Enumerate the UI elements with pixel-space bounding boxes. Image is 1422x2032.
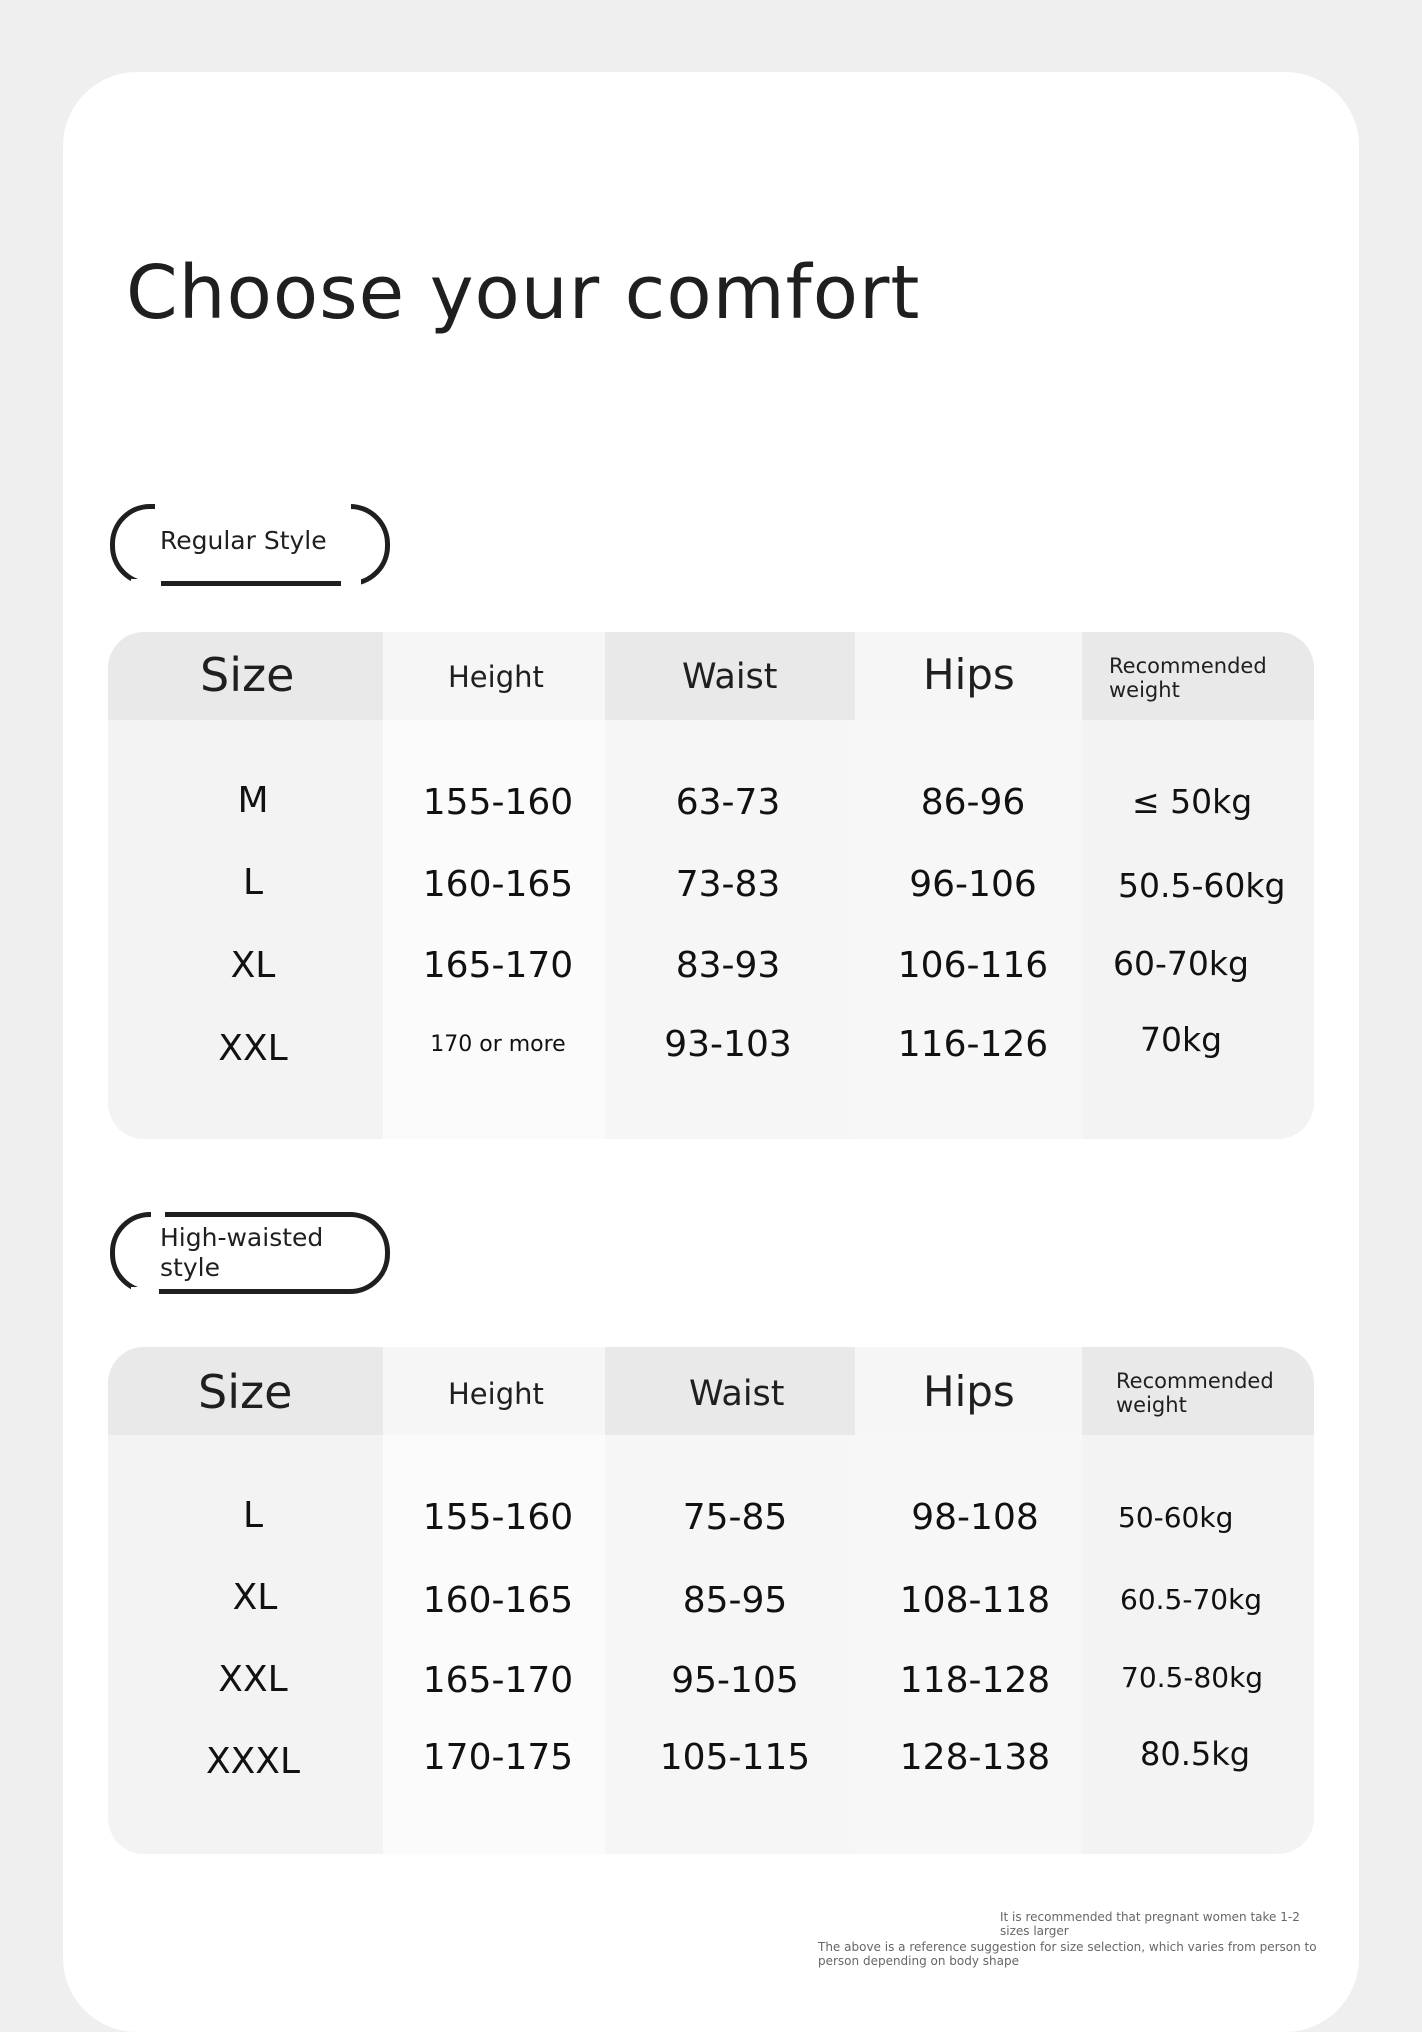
cell-waist: 105-115 xyxy=(659,1737,811,1778)
cell-waist: 85-95 xyxy=(682,1580,788,1621)
cell-height: 165-170 xyxy=(422,945,574,986)
cell-weight: 70.5-80kg xyxy=(1121,1661,1264,1694)
cell-hips: 118-128 xyxy=(899,1660,1051,1701)
cell-height: 170 or more xyxy=(430,1032,566,1057)
page-title: Choose your comfort xyxy=(126,250,921,336)
cell-weight: ≤ 50kg xyxy=(1132,782,1253,821)
cell-weight: 60.5-70kg xyxy=(1120,1583,1263,1616)
cell-hips: 106-116 xyxy=(897,945,1049,986)
cell-height: 160-165 xyxy=(422,864,574,905)
high-waisted-style-label: High-waisted style xyxy=(160,1223,324,1282)
cell-size: XXXL xyxy=(205,1741,301,1782)
cell-height: 155-160 xyxy=(422,1497,574,1538)
header-hips: Hips xyxy=(923,1367,1015,1416)
cell-size: XXL xyxy=(218,1028,288,1069)
table-header xyxy=(108,1347,1314,1435)
cell-hips: 116-126 xyxy=(897,1024,1049,1065)
header-size: Size xyxy=(198,1365,293,1419)
regular-style-tag xyxy=(110,504,390,586)
header-height: Height xyxy=(448,1377,544,1411)
cell-waist: 83-93 xyxy=(675,945,781,986)
cell-waist: 95-105 xyxy=(671,1660,799,1701)
cell-size: XL xyxy=(232,1577,278,1618)
cell-size: XXL xyxy=(218,1659,288,1700)
cell-weight: 70kg xyxy=(1140,1020,1223,1059)
cell-weight: 60-70kg xyxy=(1113,944,1249,983)
header-height: Height xyxy=(448,660,544,694)
cell-hips: 98-108 xyxy=(911,1497,1039,1538)
cell-hips: 128-138 xyxy=(899,1737,1051,1778)
cell-weight: 80.5kg xyxy=(1140,1735,1251,1773)
header-waist: Waist xyxy=(682,657,778,697)
header-hips: Hips xyxy=(923,650,1015,699)
cell-waist: 73-83 xyxy=(675,864,781,905)
cell-size: L xyxy=(242,862,264,903)
reference-note: The above is a reference suggestion for size selection, which varies from person to person depending on body shape xyxy=(818,1940,1317,1968)
cell-waist: 75-85 xyxy=(682,1497,788,1538)
high-waisted-size-table xyxy=(108,1347,1314,1854)
cell-height: 155-160 xyxy=(422,782,574,823)
header-size: Size xyxy=(200,648,295,702)
header-recommended-weight: Recommended weight xyxy=(1109,654,1267,702)
cell-size: L xyxy=(242,1495,264,1536)
cell-hips: 108-118 xyxy=(899,1580,1051,1621)
cell-size: M xyxy=(237,780,269,821)
high-waisted-style-tag xyxy=(110,1212,390,1294)
pregnancy-note: It is recommended that pregnant women take 1-2 sizes larger xyxy=(1000,1910,1300,1938)
table-header xyxy=(108,632,1314,720)
header-recommended-weight: Recommended weight xyxy=(1116,1369,1274,1417)
cell-weight: 50.5-60kg xyxy=(1118,866,1286,905)
cell-size: XL xyxy=(230,945,276,986)
header-waist: Waist xyxy=(689,1374,785,1414)
regular-style-label: Regular Style xyxy=(160,526,327,555)
cell-weight: 50-60kg xyxy=(1118,1501,1234,1534)
cell-hips: 86-96 xyxy=(920,782,1026,823)
cell-height: 170-175 xyxy=(422,1737,574,1778)
cell-height: 165-170 xyxy=(422,1660,574,1701)
cell-hips: 96-106 xyxy=(909,864,1037,905)
cell-waist: 93-103 xyxy=(664,1024,792,1065)
regular-size-table xyxy=(108,632,1314,1139)
cell-waist: 63-73 xyxy=(675,782,781,823)
cell-height: 160-165 xyxy=(422,1580,574,1621)
